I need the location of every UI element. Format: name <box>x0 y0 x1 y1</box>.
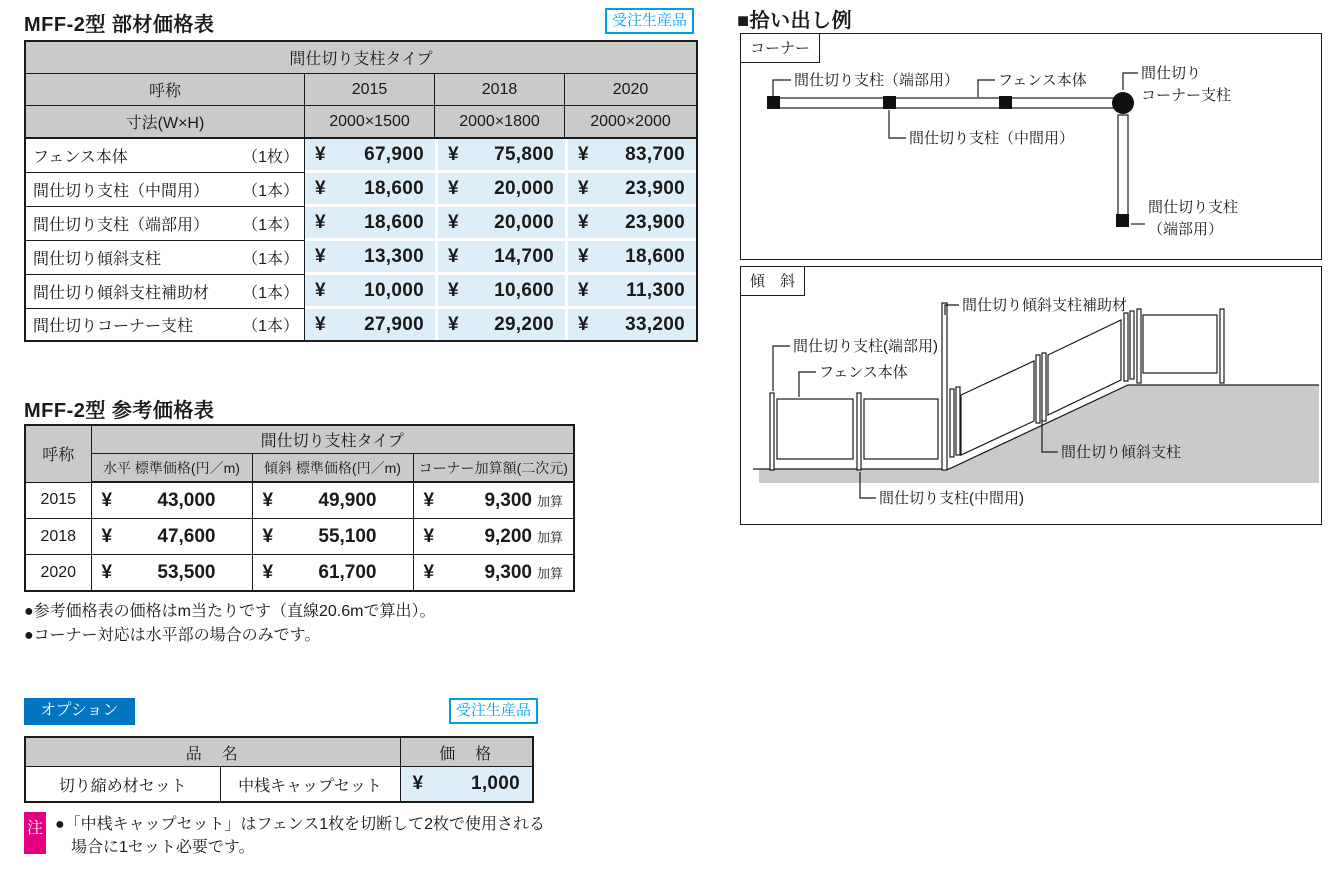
label-slope-post: 間仕切り傾斜支柱 <box>1061 444 1182 461</box>
label-end-post-bottom: 間仕切り支柱 <box>1148 199 1239 216</box>
year-cell: 2020 <box>25 555 91 592</box>
slope-diagram-drawing <box>741 267 1319 522</box>
note-line: ●参考価格表の価格はm当たりです（直線20.6mで算出）。 <box>24 603 436 620</box>
price-cell <box>435 139 565 173</box>
price-value: 11,300 <box>626 279 686 301</box>
price-cell <box>305 309 435 340</box>
caution-text <box>55 812 545 859</box>
part-name: 間仕切り支柱（端部用） <box>33 217 210 234</box>
price-value: 18,600 <box>364 177 424 199</box>
price-value: 23,900 <box>625 211 686 233</box>
part-unit: （1本） <box>242 217 299 234</box>
leader-line <box>889 110 906 138</box>
table-row <box>26 106 696 139</box>
table-row <box>26 241 696 275</box>
yen-sign: ¥ <box>262 525 274 547</box>
price-cell <box>252 519 413 555</box>
part-name: 間仕切りコーナー支柱 <box>33 318 194 335</box>
partition-type-header-cell: 間仕切り支柱タイプ <box>91 425 574 454</box>
yen-sign: ¥ <box>315 177 326 199</box>
slope-post <box>1130 311 1134 379</box>
price-value: 20,000 <box>494 177 554 199</box>
option-table <box>24 736 534 803</box>
label-end-post-bottom: （端部用） <box>1148 221 1224 238</box>
price-value: 13,300 <box>364 245 424 267</box>
table-row <box>25 767 533 803</box>
corner-tab: コーナー <box>740 33 820 63</box>
fence-rail-vertical <box>1118 115 1128 215</box>
yen-sign: ¥ <box>448 313 459 335</box>
part-name-cell <box>26 241 305 275</box>
price-cell <box>91 519 252 555</box>
year-header-cell: 2020 <box>565 74 696 106</box>
size-cell: 2000×2000 <box>565 106 696 139</box>
price-cell <box>565 275 696 309</box>
price-value: 20,000 <box>494 211 554 233</box>
price-cell <box>435 173 565 207</box>
end-post-marker <box>1116 214 1129 227</box>
table-row <box>25 454 574 483</box>
part-name: フェンス本体 <box>33 149 128 166</box>
part-name-cell <box>26 207 305 241</box>
year-cell: 2018 <box>25 519 91 555</box>
caution-line: 場合に1セット必要です。 <box>71 839 255 856</box>
price-cell <box>91 555 252 592</box>
price-value: 18,600 <box>364 211 424 233</box>
item-name-cell: 切り縮め材セット <box>25 767 220 803</box>
label-corner-post: コーナー支柱 <box>1141 87 1232 104</box>
price-value: 10,600 <box>494 279 554 301</box>
price-cell <box>413 519 574 555</box>
yen-sign: ¥ <box>315 143 326 165</box>
fence-rail <box>769 98 1121 108</box>
slope-post <box>950 389 954 457</box>
label-corner-post: 間仕切り <box>1141 65 1202 82</box>
price-value: 14,700 <box>494 245 554 267</box>
caution-line: ●「中桟キャップセット」はフェンス1枚を切断して2枚で使用される <box>55 816 546 833</box>
price-value: 23,900 <box>625 177 686 199</box>
yen-sign: ¥ <box>101 525 113 547</box>
price-cell <box>305 207 435 241</box>
parts-title-row <box>24 8 694 37</box>
price-value: 9,300 <box>484 489 532 511</box>
price-cell <box>305 173 435 207</box>
part-name-cell <box>26 275 305 309</box>
price-cell <box>435 207 565 241</box>
price-cell <box>305 275 435 309</box>
price-value: 75,800 <box>494 143 554 165</box>
part-name: 間仕切り支柱（中間用） <box>33 183 210 200</box>
addition-suffix: 加算 <box>536 530 563 545</box>
yen-sign: ¥ <box>578 177 589 199</box>
table-row <box>25 519 574 555</box>
yen-sign: ¥ <box>578 211 589 233</box>
price-cell <box>435 275 565 309</box>
table-row <box>26 74 696 106</box>
price-header: 価 格 <box>400 737 533 767</box>
year-header-cell: 2015 <box>305 74 435 106</box>
yen-sign: ¥ <box>448 279 459 301</box>
label-fence-body: フェンス本体 <box>998 72 1087 89</box>
slope-example-diagram <box>740 266 1322 525</box>
partition-type-header-cell: 間仕切り支柱タイプ <box>26 42 696 74</box>
price-value: 61,700 <box>318 561 377 583</box>
part-unit: （1枚） <box>242 149 299 166</box>
price-cell <box>413 555 574 592</box>
yen-sign: ¥ <box>448 143 459 165</box>
label-end-post: 間仕切り支柱（端部用） <box>794 72 960 89</box>
label-mid-post: 間仕切り支柱（中間用） <box>909 130 1075 147</box>
price-cell <box>400 767 533 803</box>
yen-sign: ¥ <box>412 773 424 794</box>
price-cell <box>565 207 696 241</box>
part-name-cell <box>26 309 305 340</box>
price-cell <box>565 241 696 275</box>
price-value: 55,100 <box>318 525 377 547</box>
part-name: 間仕切り傾斜支柱補助材 <box>33 285 210 302</box>
yen-sign: ¥ <box>578 245 589 267</box>
ref-table-title: MFF-2型 参考価格表 <box>24 400 215 422</box>
part-unit: （1本） <box>242 251 299 268</box>
yen-sign: ¥ <box>315 211 326 233</box>
leader-line <box>1123 73 1138 90</box>
label-end-post: 間仕切り支柱(端部用) <box>793 338 938 355</box>
table-row <box>26 139 696 173</box>
addition-suffix: 加算 <box>536 494 563 509</box>
price-cell <box>252 482 413 519</box>
part-name-cell <box>26 139 305 173</box>
addition-suffix: 加算 <box>536 566 563 581</box>
leader-line <box>773 80 791 96</box>
yen-sign: ¥ <box>578 279 589 301</box>
price-value: 33,200 <box>625 313 686 335</box>
slope-post <box>1042 353 1046 421</box>
size-label-cell: 寸法(W×H) <box>26 106 305 139</box>
fence-panel <box>1143 315 1217 373</box>
price-cell <box>305 139 435 173</box>
price-cell <box>435 309 565 340</box>
slope-post <box>956 387 960 455</box>
caution-badge: 注 <box>24 812 46 854</box>
order-made-badge: 受注生産品 <box>449 698 538 724</box>
caution-note <box>24 812 584 859</box>
corner-example-diagram <box>740 33 1322 260</box>
table-row <box>26 173 696 207</box>
fence-panel <box>864 399 938 459</box>
price-value: 29,200 <box>494 313 554 335</box>
yen-sign: ¥ <box>578 313 589 335</box>
examples-title: ■拾い出し例 <box>737 10 853 32</box>
part-unit: （1本） <box>242 285 299 302</box>
fence-post <box>857 393 861 470</box>
part-name-cell <box>26 173 305 207</box>
price-value: 47,600 <box>157 525 216 547</box>
price-value: 9,200 <box>484 525 532 547</box>
item-name-header: 品 名 <box>25 737 400 767</box>
price-value: 18,600 <box>625 245 686 267</box>
leader-line <box>773 346 790 391</box>
price-value: 1,000 <box>470 773 521 794</box>
yen-sign: ¥ <box>262 561 274 583</box>
price-value: 67,900 <box>364 143 424 165</box>
size-cell: 2000×1500 <box>305 106 435 139</box>
leader-line <box>978 80 995 97</box>
horizontal-price-header: 水平 標準価格(円／m) <box>91 454 252 483</box>
price-cell <box>565 173 696 207</box>
yen-sign: ¥ <box>101 489 113 511</box>
reference-price-table <box>24 424 575 592</box>
yen-sign: ¥ <box>448 177 459 199</box>
name-column-header: 呼称 <box>26 74 305 106</box>
label-fence-body: フェンス本体 <box>819 364 908 381</box>
fence-panel <box>777 399 853 459</box>
label-aux-post: 間仕切り傾斜支柱補助材 <box>962 297 1128 314</box>
price-cell <box>565 309 696 340</box>
price-cell <box>435 241 565 275</box>
yen-sign: ¥ <box>101 561 113 583</box>
parts-table-title: MFF-2型 部材価格表 <box>24 14 215 36</box>
mid-post-marker <box>999 96 1012 109</box>
year-header-cell: 2018 <box>435 74 565 106</box>
price-value: 49,900 <box>318 489 377 511</box>
table-row <box>26 309 696 340</box>
yen-sign: ¥ <box>315 245 326 267</box>
yen-sign: ¥ <box>423 489 435 511</box>
table-row <box>25 737 533 767</box>
yen-sign: ¥ <box>315 279 326 301</box>
option-badge: オプション <box>24 698 135 725</box>
fence-post <box>1220 309 1224 383</box>
leader-line <box>799 372 816 397</box>
price-value: 83,700 <box>625 143 686 165</box>
price-cell <box>252 555 413 592</box>
price-cell <box>413 482 574 519</box>
note-line: ●コーナー対応は水平部の場合のみです。 <box>24 627 321 644</box>
price-cell <box>565 139 696 173</box>
yen-sign: ¥ <box>578 143 589 165</box>
yen-sign: ¥ <box>262 489 274 511</box>
price-value: 53,500 <box>157 561 216 583</box>
yen-sign: ¥ <box>315 313 326 335</box>
slope-price-header: 傾斜 標準価格(円／m) <box>252 454 413 483</box>
part-unit: （1本） <box>242 183 299 200</box>
corner-post-marker <box>1112 92 1134 114</box>
table-row <box>26 207 696 241</box>
slope-post <box>1036 355 1040 423</box>
part-name: 間仕切り傾斜支柱 <box>33 251 162 268</box>
table-row <box>26 275 696 309</box>
part-unit: （1本） <box>242 318 299 335</box>
corner-addition-header: コーナー加算額(二次元) <box>413 454 574 483</box>
table-row <box>25 425 574 454</box>
slope-post <box>1124 313 1128 381</box>
slope-tab: 傾 斜 <box>740 266 805 296</box>
fence-post <box>1137 309 1141 383</box>
option-header-row <box>24 698 538 725</box>
name-column-header: 呼称 <box>25 425 91 482</box>
order-made-badge: 受注生産品 <box>605 8 694 34</box>
yen-sign: ¥ <box>448 211 459 233</box>
yen-sign: ¥ <box>448 245 459 267</box>
end-post-marker <box>767 96 780 109</box>
price-cell <box>91 482 252 519</box>
corner-diagram-drawing <box>741 34 1319 257</box>
fence-post <box>770 393 774 470</box>
mid-post-marker <box>883 96 896 109</box>
price-value: 27,900 <box>364 313 424 335</box>
size-cell: 2000×1800 <box>435 106 565 139</box>
parts-price-table <box>24 40 698 342</box>
label-mid-post: 間仕切り支柱(中間用) <box>879 490 1024 507</box>
yen-sign: ¥ <box>423 525 435 547</box>
price-value: 9,300 <box>484 561 532 583</box>
table-row <box>25 482 574 519</box>
table-row <box>25 555 574 592</box>
price-value: 43,000 <box>157 489 216 511</box>
table-row <box>26 42 696 74</box>
price-cell <box>305 241 435 275</box>
aux-post <box>942 303 947 470</box>
item-name-cell: 中桟キャップセット <box>220 767 400 803</box>
reference-notes <box>24 600 435 648</box>
year-cell: 2015 <box>25 482 91 519</box>
yen-sign: ¥ <box>423 561 435 583</box>
price-value: 10,000 <box>364 279 424 301</box>
